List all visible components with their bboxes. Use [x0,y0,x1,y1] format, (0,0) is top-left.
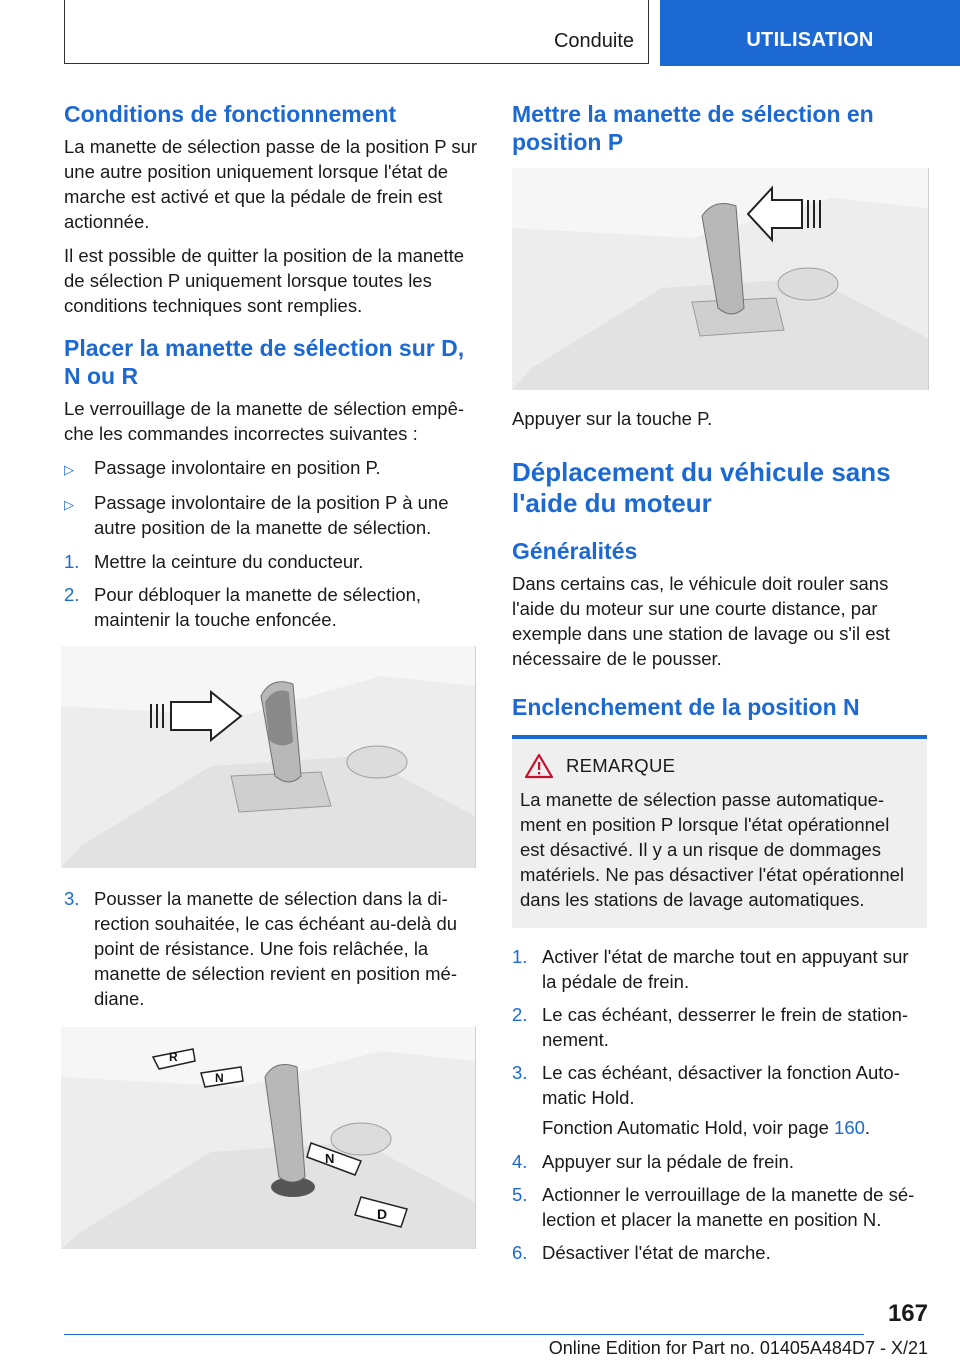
section-title: Conduite [553,30,634,52]
page-link[interactable]: 160 [834,1117,865,1138]
notice-text: La manette de sélection passe automatique‐ment en position P lorsque l'état opérationnel est désactivé. Il y a un risque de dommages matériels. Ne pas désactiver l'état opérationnel dans les stations de lavage automatiques. [520,789,905,910]
notice-box [512,735,927,928]
cross-reference: Fonction Automatic Hold, voir page 160. [542,1117,871,1138]
list-item: ▷ Passage involontaire en position P. [64,455,479,482]
notice-title: REMARQUE [566,755,676,776]
list-item: 5. Actionner le verrouillage de la manette de sé‐lection et placer la manette en position N. [512,1184,915,1230]
bullet-list [64,455,479,540]
list-item: 3. Pousser la manette de sélection dans la di‐rection souhaitée, le cas échéant au-delà du point de résistance. Une fois relâchée, la manette de sélection revient en position mé‐diane. [64,888,458,1009]
label-r: R [169,1050,178,1064]
page-number: 167 [887,1300,928,1327]
footer-divider [64,1334,864,1335]
edition-text: Online Edition for Part no. 01405A484D7 - X/21 [548,1338,928,1358]
label-n: N [215,1071,224,1085]
paragraph: La manette de sélection passe de la position P sur une autre position uniquement lorsque l'état de marche est activé et que la pédale de frein est actionnée. [64,136,478,232]
triangle-right-icon: ▷ [64,462,74,477]
heading-placer: Placer la manette de sélection sur D, N ou R [64,335,465,389]
paragraph: Dans certains cas, le véhicule doit rouler sans l'aide du moteur sur une courte distance, par exemple dans une station de lavage ou s'il est nécessaire de le pousser. [512,573,890,669]
list-item: 6. Désactiver l'état de marche. [512,1242,771,1263]
list-item: 2. Le cas échéant, desserrer le frein de station‐nement. [512,1004,909,1050]
figure-gear-positions [61,1027,476,1249]
list-item: 2. Pour débloquer la manette de sélection, maintenir la touche enfoncée. [64,584,422,630]
heading-deplacement: Déplacement du véhicule sans l'aide du moteur [512,457,891,518]
heading-mettre: Mettre la manette de sélection en position P [512,101,874,155]
list-item: ▷ Passage involontaire de la position P à une autre position de la manette de sélection. [64,492,449,538]
step-list [512,944,927,1110]
paragraph: Appuyer sur la touche P. [512,408,713,429]
page-header [0,0,960,66]
paragraph: Le verrouillage de la manette de sélection empê‐che les commandes incorrectes suivantes : [64,398,465,444]
label-d: D [377,1206,388,1222]
left-column [64,100,479,1267]
step-list [64,886,479,1011]
figure-p-button [512,168,929,390]
step-list [64,549,479,632]
header-frame [64,0,649,64]
notice-header [520,753,917,779]
heading-conditions: Conditions de fonctionnement [64,101,397,127]
list-item: 3. Le cas échéant, désactiver la fonction Auto‐matic Hold. [512,1062,900,1108]
paragraph: Il est possible de quitter la position de la manette de sélection P uniquement lorsque toutes les conditions techniques sont remplies. [64,245,465,316]
heading-enclenchement: Enclenchement de la position N [512,694,860,720]
step-list [512,1149,927,1265]
right-column [512,100,927,1274]
warning-triangle-icon [524,753,554,779]
list-item: 4. Appuyer sur la pédale de frein. [512,1151,794,1172]
list-item: 1. Mettre la ceinture du conducteur. [64,551,364,572]
label-n-2: N [325,1151,335,1166]
heading-generalites: Généralités [512,538,638,564]
figure-unlock-button [61,646,476,868]
triangle-right-icon: ▷ [64,497,74,512]
chapter-tab: UTILISATION [660,0,960,66]
list-item: 1. Activer l'état de marche tout en appuyant sur la pédale de frein. [512,946,909,992]
